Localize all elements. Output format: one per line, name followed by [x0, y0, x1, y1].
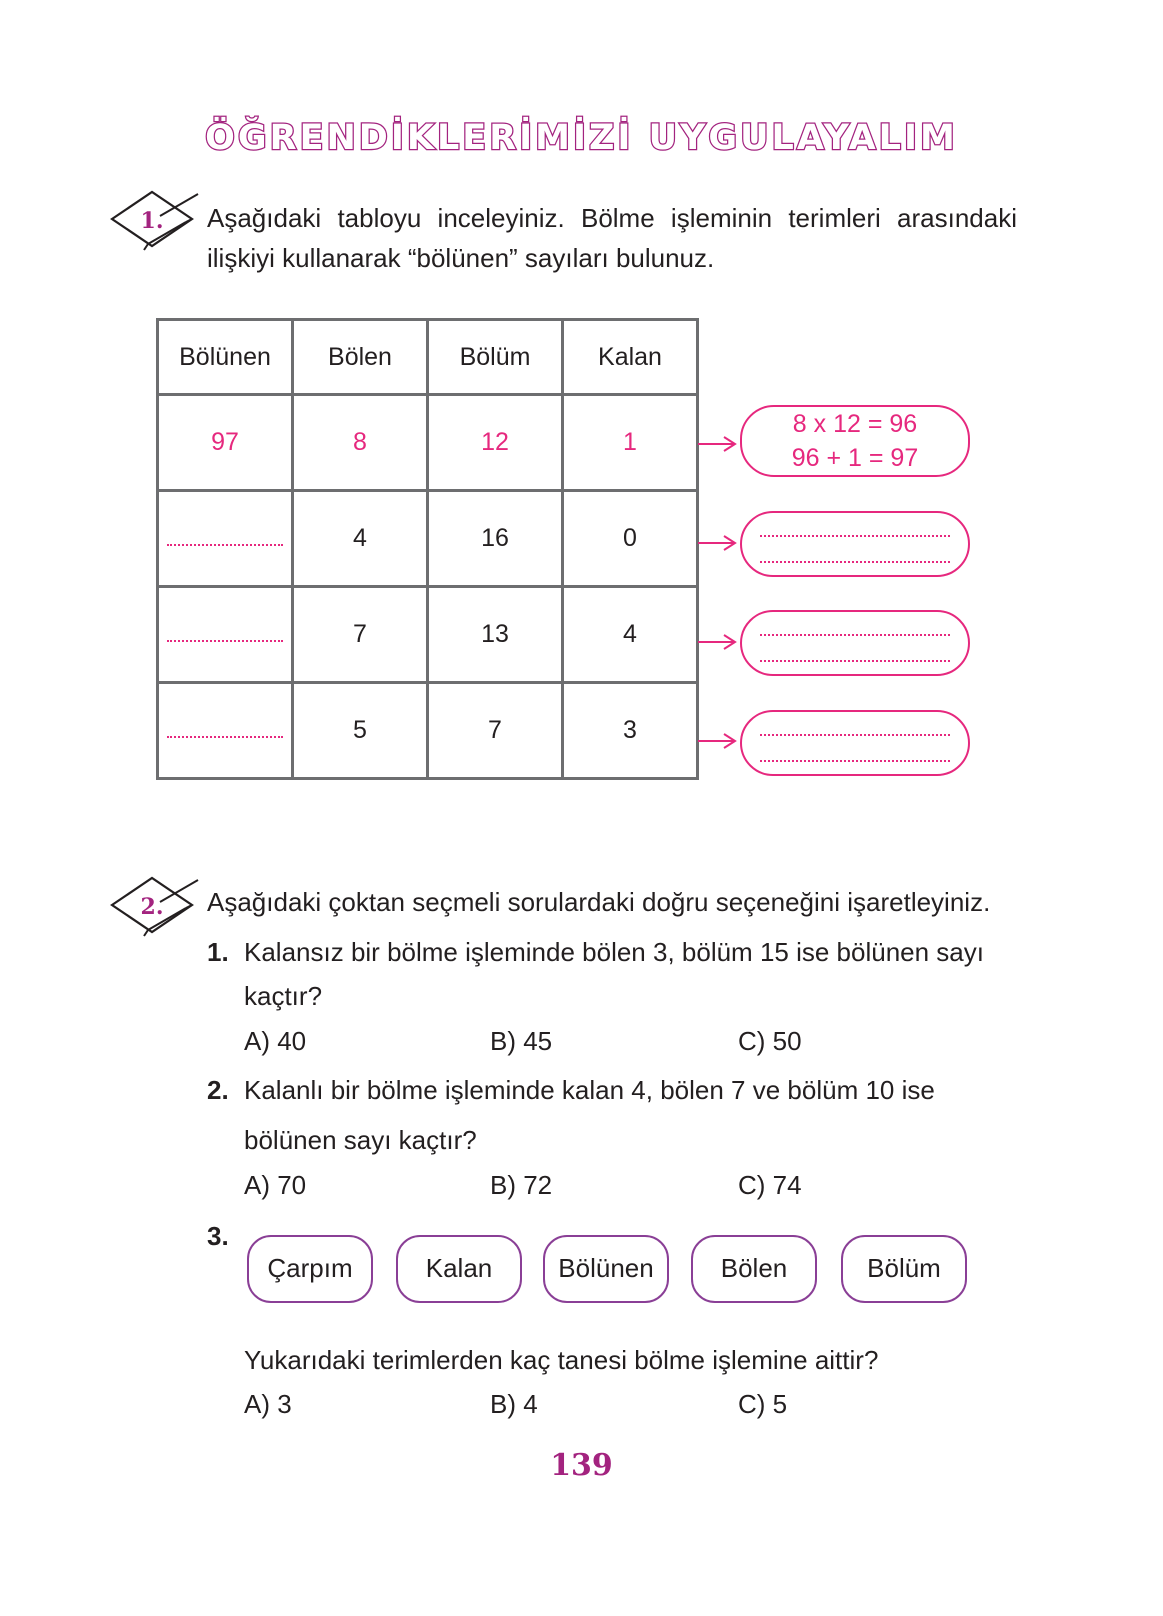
example-line2: 96 + 1 = 97: [791, 444, 919, 472]
q1-text-line2: kaçtır?: [244, 981, 323, 1011]
quotient-cell: 12: [428, 395, 563, 491]
divisor-cell: 4: [293, 491, 428, 587]
page-title: ÖĞRENDİKLERİMİZİ UYGULAYALIM: [205, 118, 958, 158]
answer-bubble[interactable]: [740, 610, 970, 676]
section1-instruction-line1: Aşağıdaki tabloyu inceleyiniz. Bölme işleminin terimleri arasındaki: [207, 203, 1017, 233]
remainder-cell: 4: [563, 587, 698, 683]
answer-bubble[interactable]: [740, 511, 970, 577]
question-number: 2.: [207, 1075, 229, 1105]
table-row: [158, 491, 698, 587]
term-box: Bölünen: [543, 1235, 669, 1303]
q1-option-c[interactable]: C) 50: [738, 1026, 802, 1056]
question-number: 3.: [207, 1221, 229, 1251]
page-number: 139: [550, 1448, 613, 1483]
q1-text-line1: Kalansız bir bölme işleminde bölen 3, bölüm 15 ise bölünen sayı: [244, 937, 984, 967]
quotient-cell: 13: [428, 587, 563, 683]
q2-text-line2: bölünen sayı kaçtır?: [244, 1125, 477, 1155]
dividend-blank[interactable]: [158, 587, 293, 683]
q2-option-a[interactable]: A) 70: [244, 1170, 307, 1200]
dotted-answer-line: [760, 660, 950, 662]
table-row: [158, 587, 698, 683]
dividend-cell: 97: [158, 395, 293, 491]
term-box: Çarpım: [247, 1235, 373, 1303]
answer-bubble[interactable]: [740, 710, 970, 776]
dotted-answer-line: [760, 760, 950, 762]
remainder-cell: 3: [563, 683, 698, 779]
quotient-cell: 16: [428, 491, 563, 587]
q2-option-b[interactable]: B) 72: [490, 1170, 553, 1200]
question-number: 1.: [207, 937, 229, 967]
q1-option-a[interactable]: A) 40: [244, 1026, 307, 1056]
table-header-row: [158, 320, 698, 395]
q2-option-c[interactable]: C) 74: [738, 1170, 802, 1200]
dotted-answer-line: [760, 561, 950, 563]
arrow-right-icon: [698, 731, 738, 751]
divisor-cell: 8: [293, 395, 428, 491]
remainder-cell: 1: [563, 395, 698, 491]
quotient-cell: 7: [428, 683, 563, 779]
pencil-badge-icon: [108, 872, 200, 938]
section2-instruction: Aşağıdaki çoktan seçmeli sorulardaki doğru seçeneğini işaretleyiniz.: [207, 887, 991, 917]
section1-badge-number: 1.: [140, 208, 164, 234]
table-row: [158, 683, 698, 779]
q3-option-b[interactable]: B) 4: [490, 1389, 538, 1419]
arrow-right-icon: [698, 434, 738, 454]
arrow-right-icon: [698, 632, 738, 652]
dotted-answer-line: [167, 538, 283, 546]
header-cell: Bölünen: [158, 320, 293, 395]
term-box: Bölüm: [841, 1235, 967, 1303]
term-box: Kalan: [396, 1235, 522, 1303]
example-bubble: [740, 405, 970, 477]
section1-instruction-line2: ilişkiyi kullanarak “bölünen” sayıları bulunuz.: [207, 243, 715, 273]
header-cell: Bölen: [293, 320, 428, 395]
header-cell: Kalan: [563, 320, 698, 395]
pencil-badge-icon: [108, 186, 200, 252]
q2-text-line1: Kalanlı bir bölme işleminde kalan 4, bölen 7 ve bölüm 10 ise: [244, 1075, 935, 1105]
remainder-cell: 0: [563, 491, 698, 587]
arrow-right-icon: [698, 533, 738, 553]
dotted-answer-line: [760, 535, 950, 537]
divisor-cell: 5: [293, 683, 428, 779]
q3-option-a[interactable]: A) 3: [244, 1389, 292, 1419]
q3-option-c[interactable]: C) 5: [738, 1389, 788, 1419]
q1-option-b[interactable]: B) 45: [490, 1026, 553, 1056]
dotted-answer-line: [760, 634, 950, 636]
division-table: [156, 318, 699, 780]
example-line1: 8 x 12 = 96: [792, 410, 918, 438]
dotted-answer-line: [167, 730, 283, 738]
divisor-cell: 7: [293, 587, 428, 683]
q3-question: Yukarıdaki terimlerden kaç tanesi bölme işlemine aittir?: [244, 1345, 879, 1375]
dividend-blank[interactable]: [158, 491, 293, 587]
header-cell: Bölüm: [428, 320, 563, 395]
dotted-answer-line: [760, 734, 950, 736]
term-box: Bölen: [691, 1235, 817, 1303]
section2-badge-number: 2.: [140, 894, 164, 920]
dotted-answer-line: [167, 634, 283, 642]
dividend-blank[interactable]: [158, 683, 293, 779]
table-row: [158, 395, 698, 491]
